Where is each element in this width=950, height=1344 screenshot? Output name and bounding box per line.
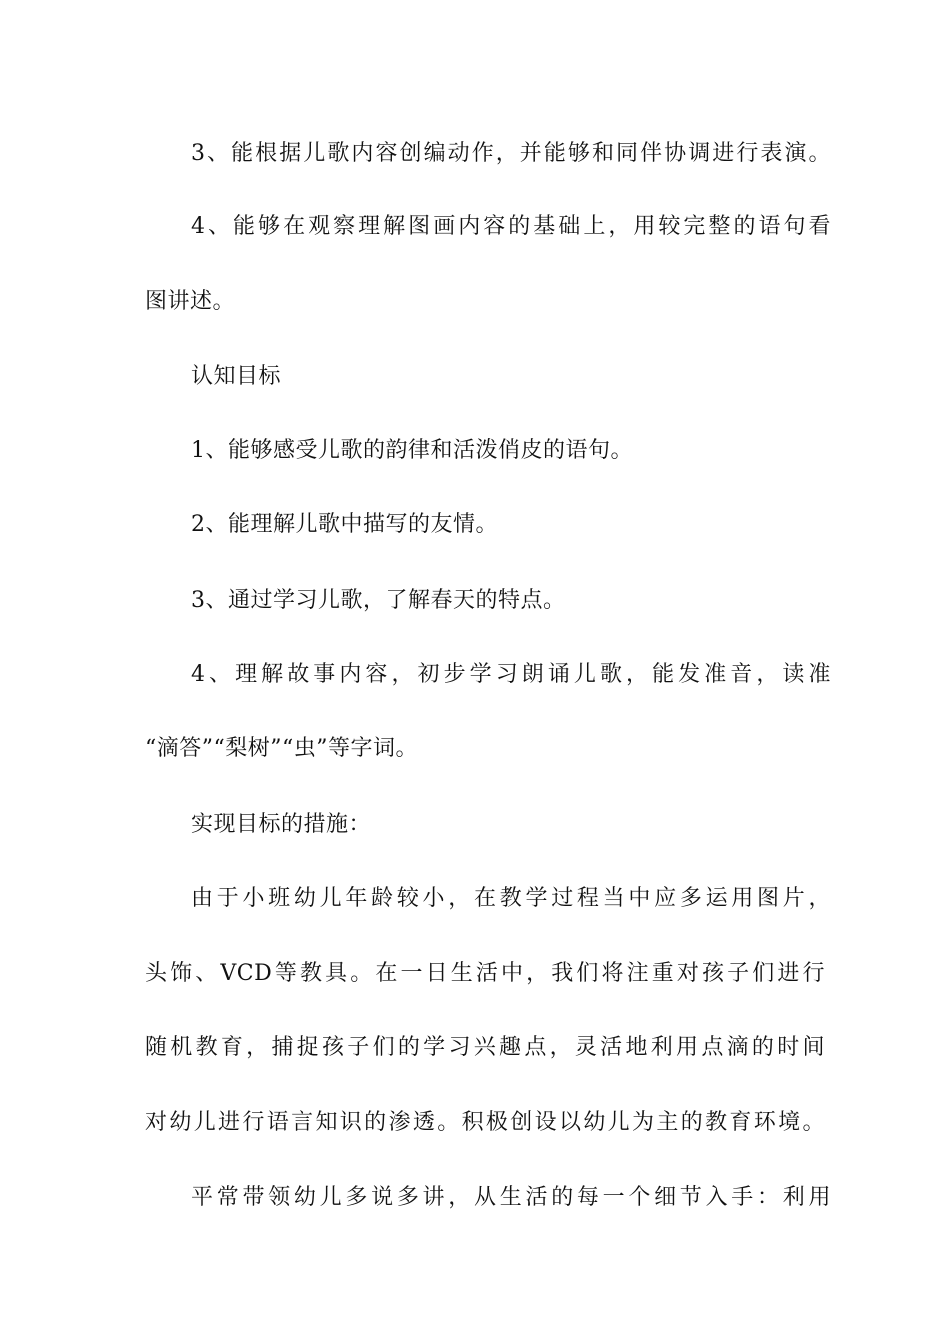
paragraph-line-15: 平常带领幼儿多说多讲，从生活的每一个细节入手：利用 <box>191 1185 831 1210</box>
paragraph-line-8: 4、理解故事内容，初步学习朗诵儿歌，能发准音，读准 <box>191 662 831 687</box>
paragraph-line-3: 图讲述。 <box>145 289 236 314</box>
paragraph-line-1: 3、能根据儿歌内容创编动作，并能够和同伴协调进行表演。 <box>191 141 831 166</box>
paragraph-line-14: 对幼儿进行语言知识的渗透。积极创设以幼儿为主的教育环境。 <box>145 1110 825 1135</box>
paragraph-line-5: 1、能够感受儿歌的韵律和活泼俏皮的语句。 <box>191 438 633 463</box>
section-heading-cognitive-goals: 认知目标 <box>191 364 282 389</box>
paragraph-line-2: 4、能够在观察理解图画内容的基础上，用较完整的语句看 <box>191 214 831 239</box>
paragraph-line-6: 2、能理解儿歌中描写的友情。 <box>191 512 498 537</box>
paragraph-line-11: 由于小班幼儿年龄较小，在教学过程当中应多运用图片， <box>191 886 831 911</box>
section-heading-measures: 实现目标的措施： <box>191 812 372 837</box>
paragraph-line-9: “滴答”“梨树”“虫”等字词。 <box>145 736 418 761</box>
paragraph-line-12: 头饰、VCD等教具。在一日生活中，我们将注重对孩子们进行 <box>145 961 825 986</box>
paragraph-line-13: 随机教育，捕捉孩子们的学习兴趣点，灵活地利用点滴的时间 <box>145 1035 825 1060</box>
paragraph-line-7: 3、通过学习儿歌，了解春天的特点。 <box>191 588 566 613</box>
